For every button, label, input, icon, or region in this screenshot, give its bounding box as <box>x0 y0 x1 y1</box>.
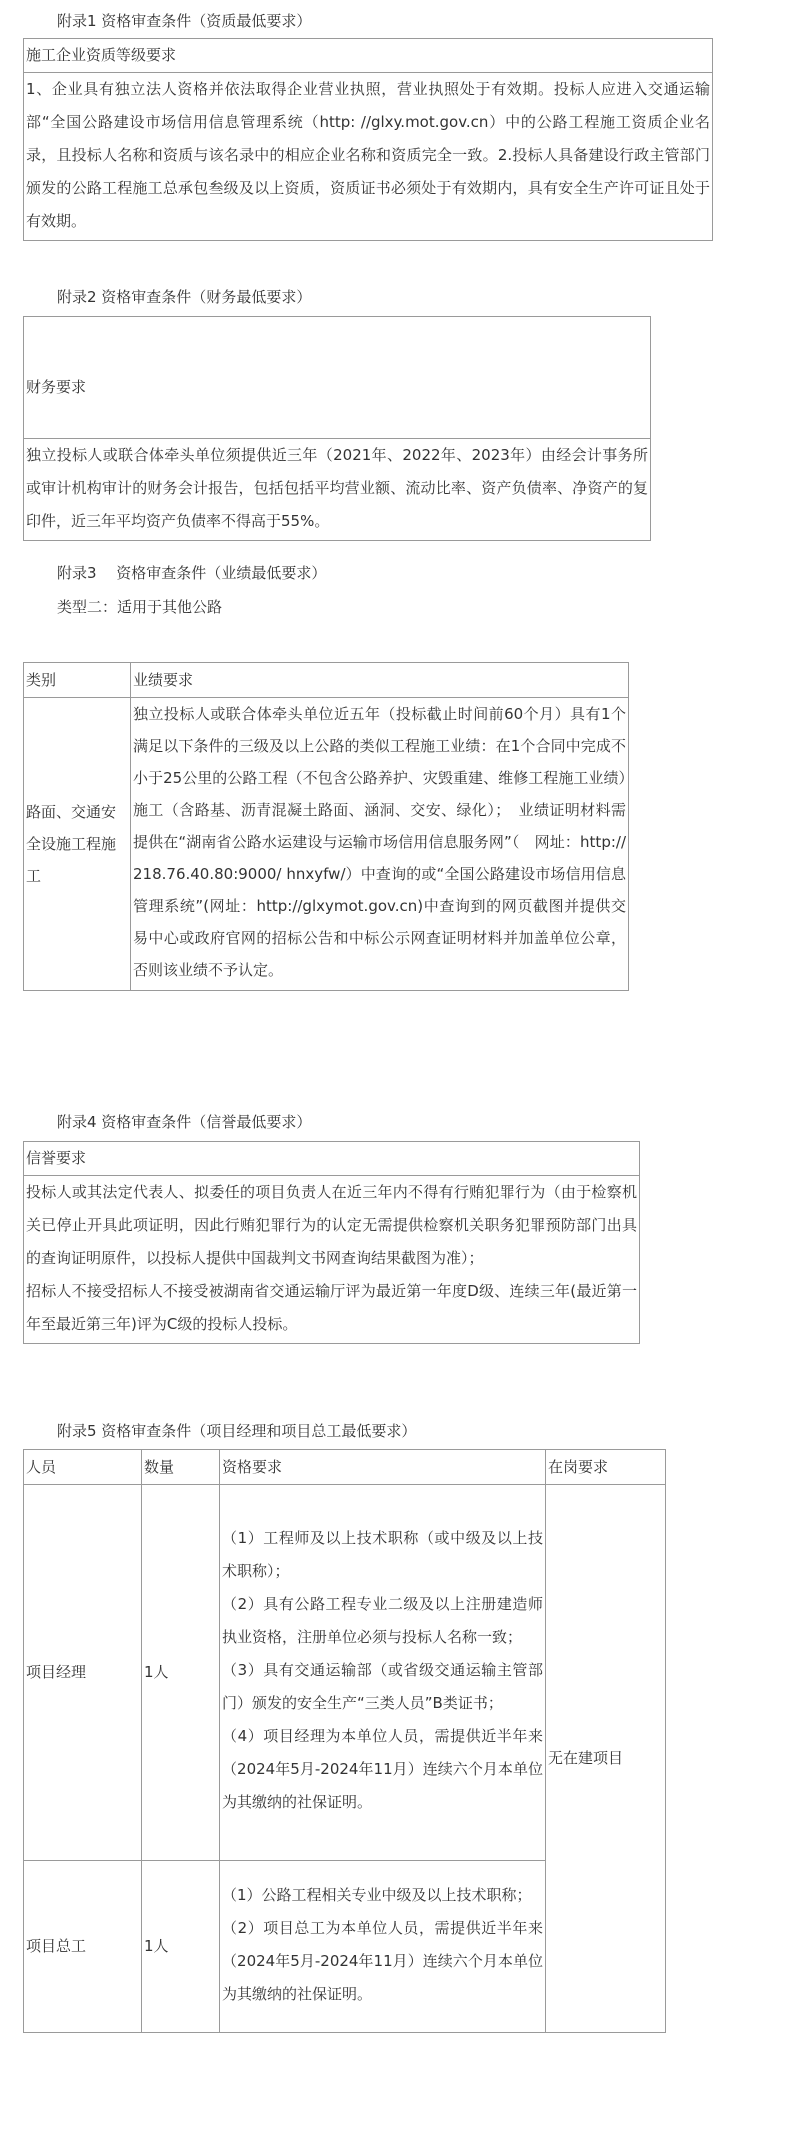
requirement-item: （3）具有交通运输部（或省级交通运输主管部门）颁发的安全生产“三类人员”B类证书； <box>222 1661 543 1712</box>
requirement-item: （1）公路工程相关专业中级及以上技术职称； <box>222 1885 532 1904</box>
appendix4-table <box>23 1141 640 1344</box>
requirement-item: （2）项目总工为本单位人员，需提供近半年来（2024年5月-2024年11月）连续六个月本单位为其缴纳的社保证明。 <box>222 1918 543 2003</box>
appendix5-on-duty-requirement: 无在建项目 <box>546 1485 666 2033</box>
appendix2-content: 独立投标人或联合体牵头单位须提供近三年（2021年、2022年、2023年）由经会计事务所或审计机构审计的财务会计报告，包括包括平均营业额、流动比率、资产负债率、净资产的复印件，近三年平均资产负债率不得高于55%。 <box>24 439 651 541</box>
appendix4-content <box>24 1176 640 1344</box>
appendix4-paragraph1: 投标人或其法定代表人、拟委任的项目负责人在近三年内不得有行贿犯罪行为（由于检察机关已停止开具此项证明，因此行贿犯罪行为的认定无需提供检察机关职务犯罪预防部门出具的查询证明原件，以投标人提供中国裁判文书网查询结果截图为准）； <box>26 1183 637 1267</box>
appendix3-requirement: 独立投标人或联合体牵头单位近五年（投标截止时间前60个月）具有1个满足以下条件的三级及以上公路的类似工程施工业绩：在1个合同中完成不小于25公里的公路工程（不包含公路养护、灾毁重建、维修工程施工业绩）施工（含路基、沥青混凝土路面、涵洞、交安、绿化）； 业绩证明材料需提供在“湖南省公路水运建设与运输市场信用信息服务网”（ 网址：http://218.76.40.80:9000/ hnxyfw/）中查询的或“全国公路建设市场信用信息管理系统”(网址：http://glxymot.gov.cn)中查询到的网页截图并提供交易中心或政府官网的招标公告和中标公示网查证明材料并加盖单位公章，否则该业绩不予认定。 <box>131 698 629 991</box>
appendix5-row-requirements <box>220 1485 546 1861</box>
appendix3-heading: 附录3 资格审查条件（业绩最低要求） <box>57 564 327 582</box>
appendix5-col-count: 数量 <box>142 1450 220 1485</box>
appendix5-heading: 附录5 资格审查条件（项目经理和项目总工最低要求） <box>57 1422 417 1440</box>
appendix3-col-category: 类别 <box>24 663 131 698</box>
appendix4-heading: 附录4 资格审查条件（信誉最低要求） <box>57 1113 312 1131</box>
appendix2-heading: 附录2 资格审查条件（财务最低要求） <box>57 288 312 306</box>
appendix1-table-header: 施工企业资质等级要求 <box>24 39 713 73</box>
appendix3-col-requirement: 业绩要求 <box>131 663 629 698</box>
appendix5-row-count: 1人 <box>142 1861 220 2033</box>
appendix5-col-qualification: 资格要求 <box>220 1450 546 1485</box>
appendix2-table <box>23 316 651 541</box>
requirement-item: （1）工程师及以上技术职称（或中级及以上技术职称）； <box>222 1529 543 1580</box>
table-row <box>24 1485 666 1861</box>
appendix4-paragraph2: 招标人不接受招标人不接受被湖南省交通运输厅评为最近第一年度D级、连续三年(最近第一年至最近第三年)评为C级的投标人投标。 <box>26 1282 637 1333</box>
appendix5-col-on-duty: 在岗要求 <box>546 1450 666 1485</box>
requirement-item: （4）项目经理为本单位人员，需提供近半年来（2024年5月-2024年11月）连续六个月本单位为其缴纳的社保证明。 <box>222 1727 543 1811</box>
requirement-item: （2）具有公路工程专业二级及以上注册建造师执业资格，注册单位必须与投标人名称一致； <box>222 1595 543 1646</box>
appendix3-table <box>23 662 629 991</box>
appendix5-row-count: 1人 <box>142 1485 220 1861</box>
appendix5-row-person: 项目总工 <box>24 1861 142 2033</box>
appendix3-subheading: 类型二：适用于其他公路 <box>57 598 223 616</box>
appendix1-content: 1、企业具有独立法人资格并依法取得企业营业执照，营业执照处于有效期。投标人应进入交通运输部“全国公路建设市场信用信息管理系统（http: //glxy.mot.gov.cn）中的公路工程施工资质企业名录，且投标人名称和资质与该名录中的相应企业名称和资质完全一致。2.投标人具备建设行政主管部门颁发的公路工程施工总承包叁级及以上资质，资质证书必须处于有效期内，具有安全生产许可证且处于有效期。 <box>24 73 713 241</box>
appendix3-category: 路面、交通安全设施工程施工 <box>24 698 131 991</box>
appendix2-table-header: 财务要求 <box>24 317 651 439</box>
appendix5-row-person: 项目经理 <box>24 1485 142 1861</box>
appendix1-heading: 附录1 资格审查条件（资质最低要求） <box>57 12 312 30</box>
appendix5-col-person: 人员 <box>24 1450 142 1485</box>
appendix4-table-header: 信誉要求 <box>24 1142 640 1176</box>
appendix5-table <box>23 1449 666 2033</box>
appendix5-row-requirements <box>220 1861 546 2033</box>
appendix1-table <box>23 38 713 241</box>
